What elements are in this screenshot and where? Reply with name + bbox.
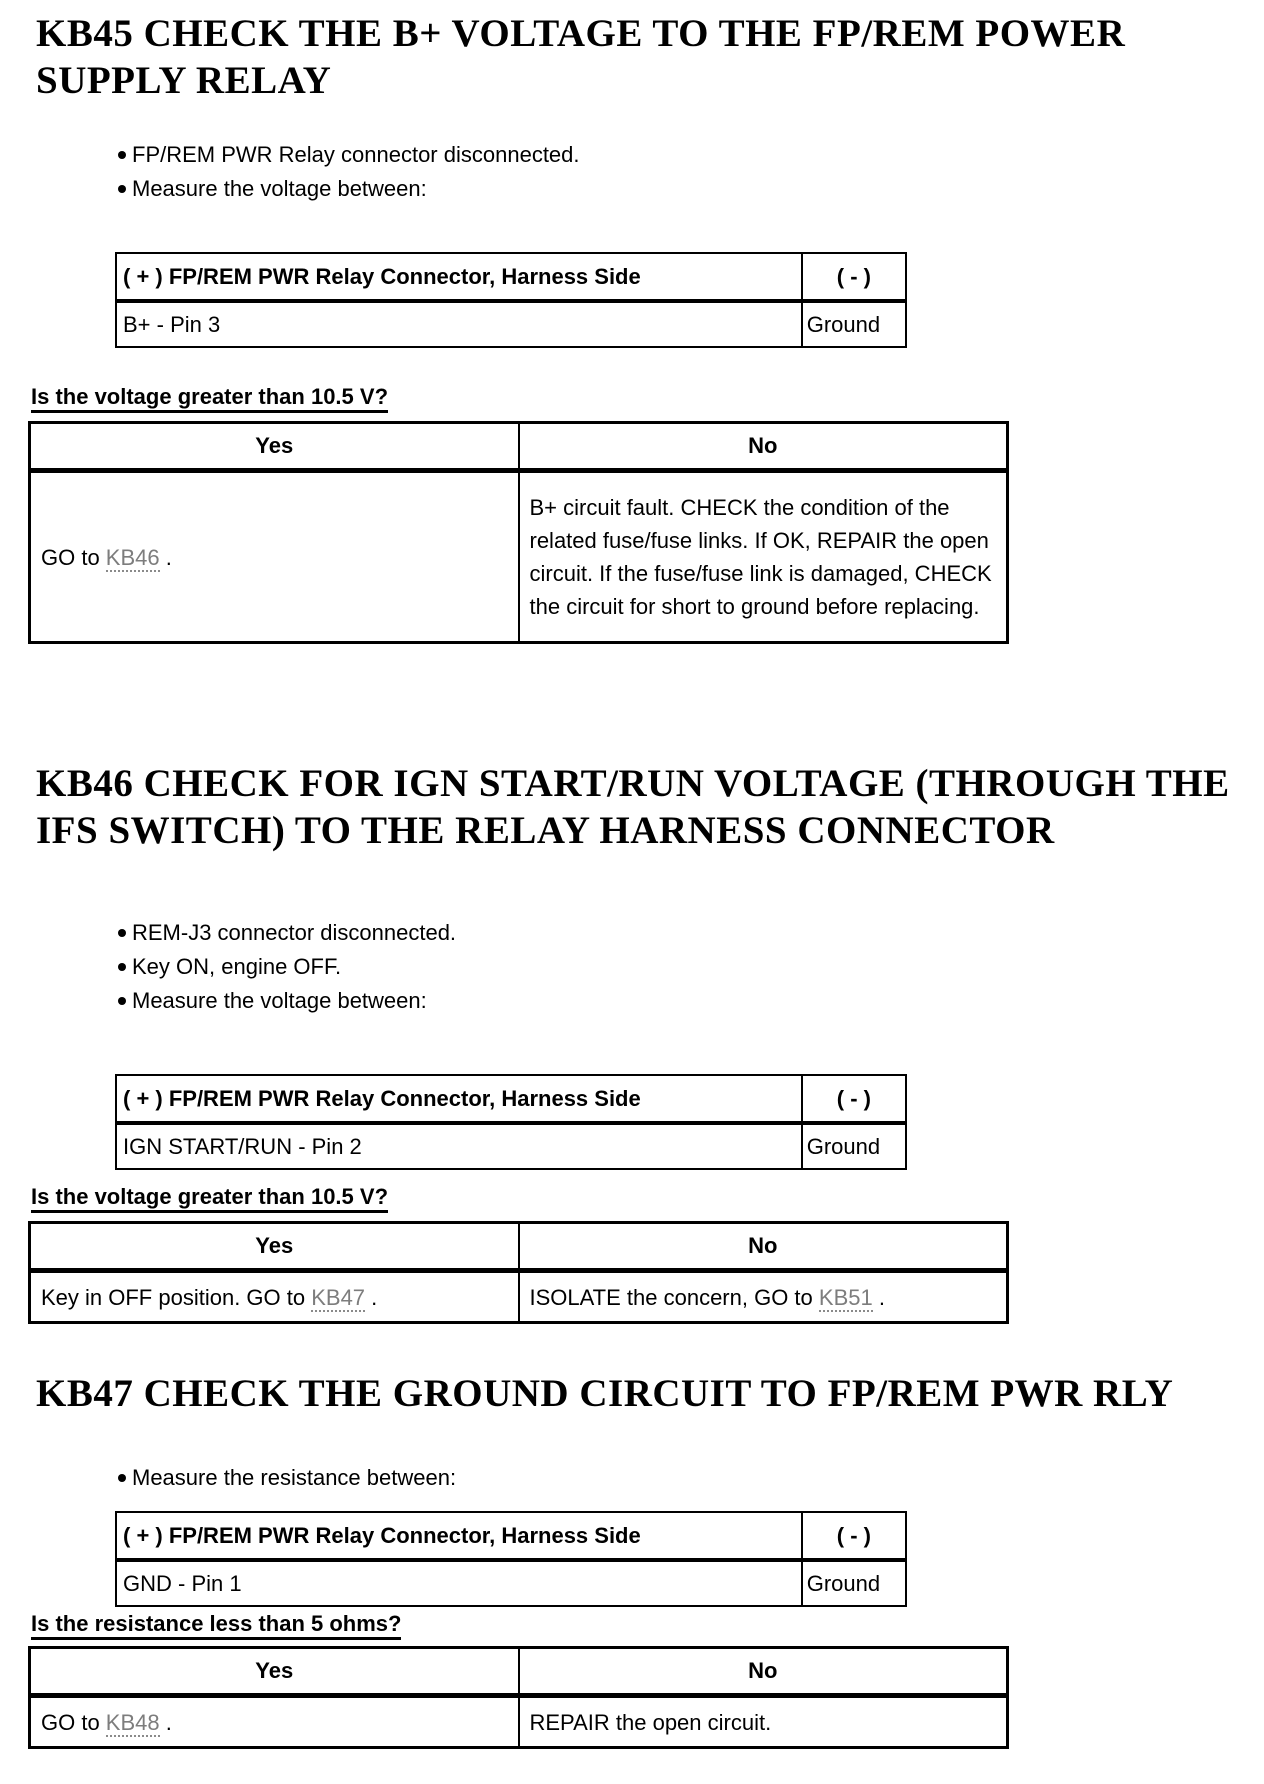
pinpoint-test-title-kb45 xyxy=(36,0,1264,104)
yes-action-cell xyxy=(30,1696,519,1748)
instruction-text: Measure the resistance between: xyxy=(132,1465,457,1490)
measurement-header-negative: ( - ) xyxy=(802,1512,906,1560)
list-item xyxy=(118,172,1264,206)
title-line: SUPPLY RELAY xyxy=(36,59,332,102)
instruction-text: FP/REM PWR Relay connector disconnected. xyxy=(132,142,580,167)
measurement-reference: Ground xyxy=(802,301,906,347)
table-row xyxy=(30,1696,1008,1748)
instruction-list xyxy=(118,138,1264,206)
bullet-icon xyxy=(118,151,126,159)
action-text: Key in OFF position. GO to xyxy=(41,1284,312,1310)
measurement-table xyxy=(115,1074,907,1170)
measurement-header-negative: ( - ) xyxy=(802,253,906,301)
title-line: KB45 CHECK THE B+ VOLTAGE TO THE FP/REM POWER xyxy=(36,12,1126,55)
decision-table xyxy=(28,1646,1009,1749)
table-row xyxy=(30,1271,1008,1323)
measurement-reference: Ground xyxy=(802,1123,906,1169)
no-column-header: No xyxy=(519,1648,1008,1696)
decision-question: Is the voltage greater than 10.5 V? xyxy=(31,1184,1264,1213)
action-text: . xyxy=(872,1284,885,1310)
title-line: KB46 CHECK FOR IGN START/RUN VOLTAGE (THROUGH THE xyxy=(36,762,1230,805)
measurement-point: GND - Pin 1 xyxy=(116,1560,802,1606)
decision-question: Is the resistance less than 5 ohms? xyxy=(31,1611,1264,1640)
link-kb46[interactable]: KB46 xyxy=(105,544,160,570)
section-kb46 xyxy=(0,760,1264,1324)
action-text: B+ circuit fault. CHECK the condition of the related fuse/fuse links. If OK, REPAIR the open circuit. If the fuse/fuse link is damaged, CHECK the circuit for short to ground before replacing. xyxy=(529,495,992,619)
table-row xyxy=(116,1560,906,1606)
pinpoint-test-title-kb47 xyxy=(36,1370,1264,1417)
decision-table xyxy=(28,421,1009,644)
instruction-list xyxy=(118,916,1264,1018)
list-item xyxy=(118,138,1264,172)
table-row xyxy=(116,301,906,347)
list-item xyxy=(118,984,1264,1018)
yes-action-cell xyxy=(30,1271,519,1323)
action-text: GO to xyxy=(41,1709,106,1735)
title-line: KB47 CHECK THE GROUND CIRCUIT TO FP/REM PWR RLY xyxy=(36,1372,1174,1415)
link-kb51[interactable]: KB51 xyxy=(818,1284,873,1310)
bullet-icon xyxy=(118,929,126,937)
no-column-header: No xyxy=(519,1223,1008,1271)
table-row xyxy=(30,471,1008,643)
bullet-icon xyxy=(118,185,126,193)
decision-table xyxy=(28,1221,1009,1324)
list-item xyxy=(118,1461,1264,1495)
measurement-reference: Ground xyxy=(802,1560,906,1606)
action-text: GO to xyxy=(41,544,106,570)
action-text: ISOLATE the concern, GO to xyxy=(529,1284,819,1310)
list-item xyxy=(118,916,1264,950)
pinpoint-test-title-kb46 xyxy=(36,760,1264,854)
instruction-text: REM-J3 connector disconnected. xyxy=(132,920,457,945)
bullet-icon xyxy=(118,997,126,1005)
yes-action-cell xyxy=(30,471,519,643)
instruction-text: Measure the voltage between: xyxy=(132,988,427,1013)
link-kb48[interactable]: KB48 xyxy=(105,1709,160,1735)
table-row xyxy=(116,1123,906,1169)
bullet-icon xyxy=(118,963,126,971)
instruction-text: Key ON, engine OFF. xyxy=(132,954,342,979)
yes-column-header: Yes xyxy=(30,1223,519,1271)
measurement-point: B+ - Pin 3 xyxy=(116,301,802,347)
yes-column-header: Yes xyxy=(30,423,519,471)
no-action-cell xyxy=(519,1696,1008,1748)
bullet-icon xyxy=(118,1474,126,1482)
measurement-header-negative: ( - ) xyxy=(802,1075,906,1123)
measurement-table xyxy=(115,252,907,348)
instruction-text: Measure the voltage between: xyxy=(132,176,427,201)
measurement-point: IGN START/RUN - Pin 2 xyxy=(116,1123,802,1169)
instruction-list xyxy=(118,1461,1264,1495)
action-text: REPAIR the open circuit. xyxy=(529,1709,772,1735)
decision-question: Is the voltage greater than 10.5 V? xyxy=(31,384,1264,413)
link-kb47[interactable]: KB47 xyxy=(311,1284,366,1310)
action-text: . xyxy=(159,544,172,570)
section-kb47 xyxy=(0,1370,1264,1749)
section-kb45 xyxy=(0,0,1264,644)
no-action-cell xyxy=(519,1271,1008,1323)
title-line: IFS SWITCH) TO THE RELAY HARNESS CONNECTOR xyxy=(36,809,1055,852)
yes-column-header: Yes xyxy=(30,1648,519,1696)
list-item xyxy=(118,950,1264,984)
no-column-header: No xyxy=(519,423,1008,471)
action-text: . xyxy=(365,1284,378,1310)
action-text: . xyxy=(159,1709,172,1735)
measurement-header-positive: ( + ) FP/REM PWR Relay Connector, Harness Side xyxy=(116,1512,802,1560)
no-action-cell xyxy=(519,471,1008,643)
measurement-table xyxy=(115,1511,907,1607)
measurement-header-positive: ( + ) FP/REM PWR Relay Connector, Harness Side xyxy=(116,1075,802,1123)
measurement-header-positive: ( + ) FP/REM PWR Relay Connector, Harness Side xyxy=(116,253,802,301)
